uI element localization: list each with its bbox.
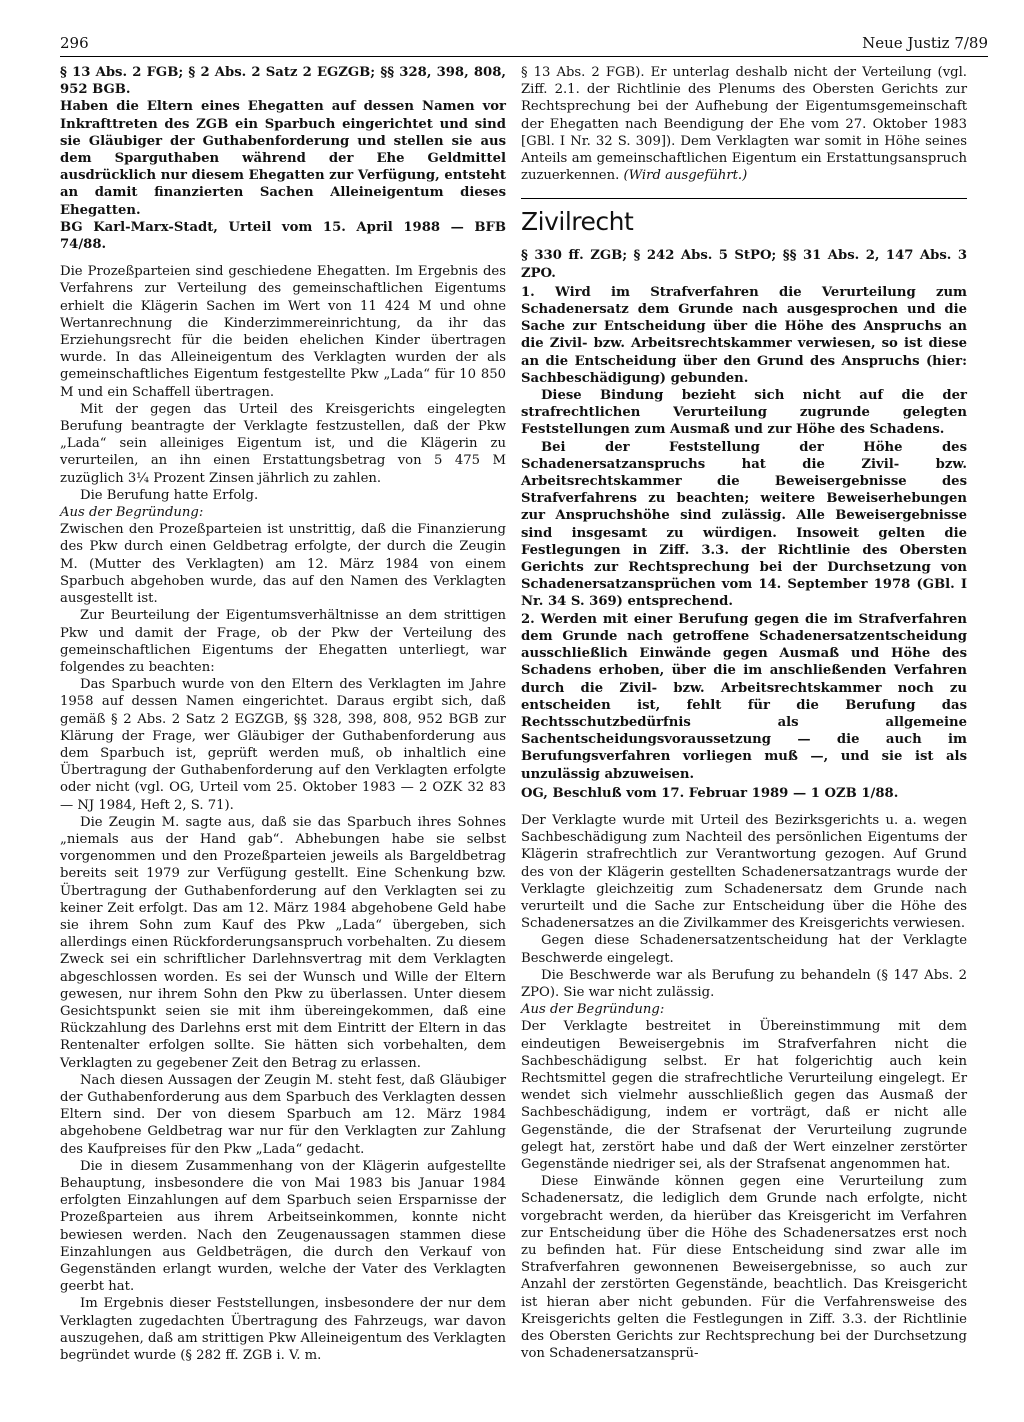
paragraph: Zwischen den Prozeßparteien ist unstrittig, daß die Finanzierung des Pkw durch einen Geldbetrag erfolgte, der durch die Zeugin M. (Mutter des Verklagten) am 12. März 1984 von einem Sparbuch abgehoben wurde, das auf den Namen des Verklagten ausgestellt ist. xyxy=(60,522,506,607)
paragraph: Mit der gegen das Urteil des Kreisgerichts eingelegten Berufung beantragte der Verklagte festzustellen, daß der Pkw „Lada“ sein alleiniges Eigentum ist, und die Klägerin zu verurteilen, an ihn einen Erstattungsbetrag von 5 475 M zuzüglich 3¼ Prozent Zinsen jährlich zu zahlen. xyxy=(60,401,506,486)
headnote: Haben die Eltern eines Ehegatten auf dessen Namen vor Inkrafttreten des ZGB ein Sparbuch eingerichtet und sind sie Gläubiger der Guthabenforderung und stellen sie aus dem Sparguthaben während der Ehe Geldmittel ausdrücklich nur diesem Ehegatten zur Verfügung, entsteht an damit finanzierten Sachen Alleineigentum dieses Ehegatten. xyxy=(60,99,506,218)
journal-issue: Neue Justiz 7/89 xyxy=(862,34,988,52)
paragraph: Die in diesem Zusammenhang von der Klägerin aufgestellte Behauptung, insbesondere die von Mai 1983 bis Januar 1984 erfolgten Einzahlungen auf dem Sparbuch seien Ersparnisse der Prozeßparteien aus ihrem Arbeitseinkommen, konnte nicht bewiesen werden. Nach den Zeugenaussagen stammen diese Einzahlungen aus Geldbeträgen, die durch den Verkauf von Gegenständen erlangt wurden, welche der Vater des Verklagten geerbt hat. xyxy=(60,1158,506,1295)
paragraph: Die Berufung hatte Erfolg. xyxy=(80,487,259,503)
paragraph-text: § 13 Abs. 2 FGB). Er unterlag deshalb nicht der Verteilung (vgl. Ziff. 2.1. der Richtlinie des Plenums des Obersten Gerichts zur Rechtsprechung bei der Aufhebung der Eigentumsgemeinschaft der Ehegatten nach Beendigung der Ehe vom 27. Oktober 1983 [GBl. I Nr. 32 S. 309]). Dem Verklagten war somit in Höhe seines Anteils am gemeinschaftlichen Eigentum ein Erstattungsanspruch zuzuerkennen. xyxy=(521,65,967,184)
editorial-note: (Wird ausgeführt.) xyxy=(623,168,748,184)
page-header xyxy=(60,34,988,57)
paragraph: Nach diesen Aussagen der Zeugin M. steht fest, daß Gläubiger der Guthabenforderung aus dem Sparbuch des Verklagten dessen Eltern sind. Der von diesem Sparbuch am 12. März 1984 abgehobene Geldbetrag war nur für den Verklagten zur Zahlung des Kaufpreises für den Pkw „Lada“ gedacht. xyxy=(60,1072,506,1157)
headnote: 2. Werden mit einer Berufung gegen die im Strafverfahren dem Grunde nach getroffene Schadenersatzentscheidung ausschließlich Einwände gegen Ausmaß und Höhe des Schadens erhoben, über die im anschließenden Verfahren durch die Zivil- bzw. Arbeitsrechtskammer noch zu entscheiden ist, fehlt für die Berufung das Rechtsschutzbedürfnis als allgemeine Sachentscheidungsvoraussetzung — die auch im Berufungsverfahren vorliegen muß —, und sie ist als unzulässig abzuweisen. xyxy=(521,611,967,782)
paragraph: Der Verklagte bestreitet in Übereinstimmung mit dem eindeutigen Beweisergebnis im Strafverfahren nicht die Sachbeschädigung selbst. Er hat folgerichtig auch kein Rechtsmittel gegen die strafrechtliche Verurteilung eingelegt. Er wendet sich vielmehr ausschließlich gegen das Ausmaß der Sachbeschädigung, indem er vorträgt, daß er nicht alle Gegenstände, die der Strafsenat der Verurteilung zugrunde gelegt hat, zerstört habe und daß der Wert einzelner zerstörter Gegenstände niedriger sei, als der Strafsenat angenommen hat. xyxy=(521,1019,967,1172)
left-column xyxy=(60,64,506,1364)
paragraph: Die Beschwerde war als Berufung zu behandeln (§ 147 Abs. 2 ZPO). Sie war nicht zulässig. xyxy=(521,967,967,1000)
headnote: 1. Wird im Strafverfahren die Verurteilung zum Schadenersatz dem Grunde nach ausgesprochen und die Sache zur Entscheidung über die Höhe des Anspruchs an die Zivil- bzw. Arbeitsrechtskammer verwiesen, so ist diese an die Entscheidung über den Grund des Anspruchs (hier: Sachbeschädigung) gebunden. xyxy=(521,284,967,386)
page-number: 296 xyxy=(60,34,89,52)
headnote: Bei der Feststellung der Höhe des Schadenersatzanspruchs hat die Zivil- bzw. Arbeitsrechtskammer die Beweisergebnisse des Strafverfahrens zu beachten; weitere Beweiserhebungen zur Anspruchshöhe sind zulässig. Alle Beweisergebnisse sind insgesamt zu würdigen. Insoweit gelten die Festlegungen in Ziff. 3.3. der Richtlinie des Obersten Gerichts zur Rechtsprechung bei der Durchsetzung von Schadenersatzansprüchen vom 14. September 1978 (GBl. I Nr. 34 S. 369) entsprechend. xyxy=(521,439,967,610)
paragraph: Zur Beurteilung der Eigentumsverhältnisse an dem strittigen Pkw und damit der Frage, ob der Pkw der Verteilung des gemeinschaftlichen Eigentums der Ehegatten unterliegt, war folgendes zu beachten: xyxy=(60,608,506,675)
reasons-label: Aus der Begründung: xyxy=(521,1002,665,1018)
headnote: Diese Bindung bezieht sich nicht auf die der strafrechtlichen Verurteilung zugrunde gelegten Feststellungen zum Ausmaß und zur Höhe des Schadens. xyxy=(521,388,967,438)
paragraph: Die Zeugin M. sagte aus, daß sie das Sparbuch ihres Sohnes „niemals aus der Hand gab“. Abhebungen habe sie selbst vorgenommen und den Prozeßparteien jeweils als Bargeldbetrag bereits seit 1979 zur Verfügung gestellt. Eine Schenkung bzw. Übertragung der Guthabenforderung auf den Verklagten sei zu keiner Zeit erfolgt. Das am 12. März 1984 abgehobene Geld habe sie ihrem Sohn zum Kauf des Pkw „Lada“ übergeben, sich allerdings einen Rückforderungsanspruch vorbehalten. Zu diesem Zweck sei ein schriftlicher Darlehnsvertrag mit dem Verklagten abgeschlossen worden. Es sei der Wunsch und Wille der Eltern gewesen, nur ihrem Sohn den Pkw zu überlassen. Unter diesem Gesichtspunkt seien sie mit ihm übereingekommen, daß eine Rückzahlung des Darlehns erst mit dem Eintritt der Eltern in das Rentenalter erfolgen sollte. Sie hätten sich vorbehalten, dem Verklagten zu gegebener Zeit den Betrag zu erlassen. xyxy=(60,814,506,1071)
section-divider xyxy=(521,198,967,199)
paragraph: Das Sparbuch wurde von den Eltern des Verklagten im Jahre 1958 auf dessen Namen eingerichtet. Daraus ergibt sich, daß gemäß § 2 Abs. 2 Satz 2 EGZGB, §§ 328, 398, 808, 952 BGB zur Klärung der Frage, wer Gläubiger der Guthabenforderung aus dem Sparbuch ist, geprüft werden muß, ob inhaltlich eine Übertragung der Guthabenforderung auf den Verklagten erfolgte oder nicht (vgl. OG, Urteil vom 25. Oktober 1983 — 2 OZK 32 83 — NJ 1984, Heft 2, S. 71). xyxy=(60,677,506,813)
paragraph: Die Prozeßparteien sind geschiedene Ehegatten. Im Ergebnis des Verfahrens zur Verteilung des gemeinschaftlichen Eigentums erhielt die Klägerin Sachen im Wert von 11 424 M und ohne Wertanrechnung die Kinderzimmereinrichtung, da ihr das Erziehungsrecht für die beiden ehelichen Kinder übertragen wurde. In das Alleineigentum des Verklagten wurden der als gemeinschaftliches Eigentum festgestellte Pkw „Lada“ für 10 850 M und ein Schaffell übertragen. xyxy=(60,264,506,400)
paragraph: Gegen diese Schadenersatzentscheidung hat der Verklagte Beschwerde eingelegt. xyxy=(521,933,967,966)
norms-heading: § 330 ff. ZGB; § 242 Abs. 5 StPO; §§ 31 Abs. 2, 147 Abs. 3 ZPO. xyxy=(521,248,967,281)
paragraph-continued xyxy=(521,64,967,184)
paragraph: Im Ergebnis dieser Feststellungen, insbesondere der nur dem Verklagten zugedachten Übertragung des Fahrzeugs, war davon auszugehen, daß am strittigen Pkw Alleineigentum des Verklagten begründet wurde (§ 282 ff. ZGB i. V. m. xyxy=(60,1296,506,1364)
paragraph: Der Verklagte wurde mit Urteil des Bezirksgerichts u. a. wegen Sachbeschädigung zum Nachteil des persönlichen Eigentums der Klägerin strafrechtlich zur Verantwortung gezogen. Auf Grund des von der Klägerin gestellten Schadenersatzantrags wurde der Verklagte gleichzeitig zum Schadenersatz dem Grunde nach verurteilt und die Sache zur Entscheidung über die Höhe des Schadenersatzes an die Zivilkammer des Kreisgerichts verwiesen. xyxy=(521,812,967,932)
reasons-label: Aus der Begründung: xyxy=(60,505,204,521)
norms-heading: § 13 Abs. 2 FGB; § 2 Abs. 2 Satz 2 EGZGB; §§ 328, 398, 808, 952 BGB. xyxy=(60,65,506,98)
section-title: Zivilrecht xyxy=(521,207,634,237)
paragraph: Diese Einwände können gegen eine Verurteilung zum Schadenersatz, die lediglich dem Grunde nach erfolgte, nicht vorgebracht werden, da hierüber das Kreisgericht im Verfahren zur Entscheidung über die Höhe des Schadenersatzes erst noch zu befinden hat. Für diese Entscheidung sind zwar alle im Strafverfahren gewonnenen Beweisergebnisse, so auch zur Anzahl der zerstörten Gegenstände, beachtlich. Das Kreisgericht ist hieran aber nicht gebunden. Für die Verfahrensweise des Kreisgerichts gelten die Festlegungen in Ziff. 3.3. der Richtlinie des Obersten Gerichts zur Rechtsprechung bei der Durchsetzung von Schadenersatzansprü- xyxy=(521,1174,967,1362)
citation: BG Karl-Marx-Stadt, Urteil vom 15. April 1988 — BFB 74/88. xyxy=(60,219,506,253)
right-column xyxy=(521,64,967,1362)
citation: OG, Beschluß vom 17. Februar 1989 — 1 OZB 1/88. xyxy=(521,785,899,801)
